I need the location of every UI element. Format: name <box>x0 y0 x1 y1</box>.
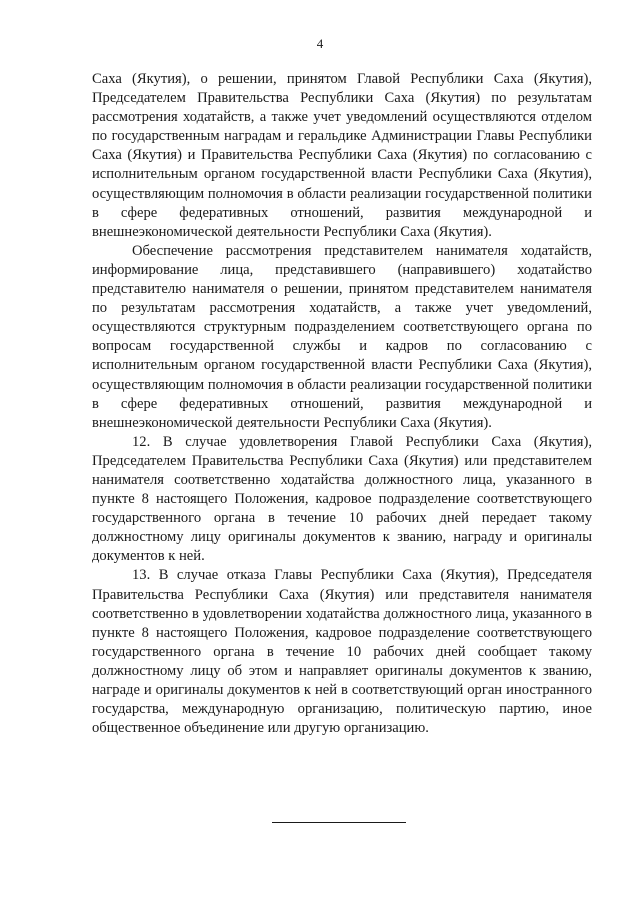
paragraph-clause-12: 12. В случае удовлетворения Главой Республики Саха (Якутия), Председателем Правительства Республики Саха (Якутия) или представителем нанимателя соответственно ходатайства должностного лица, указанного в пункте 8 настоящего Положения, кадровое подразделение соответствующего государственного органа в течение 10 рабочих дней передает такому должностному лицу оригиналы документов к званию, награду и оригиналы документов к ней. <box>92 433 592 565</box>
document-body <box>92 70 592 738</box>
end-separator-line <box>272 822 406 823</box>
paragraph-clause-13: 13. В случае отказа Главы Республики Саха (Якутия), Председателя Правительства Республики Саха (Якутия) или представителя нанимателя соответственно в удовлетворении ходатайства должностного лица, указанного в пункте 8 настоящего Положения, кадровое подразделение соответствующего государственного органа в течение 10 рабочих дней сообщает такому должностному лицу об этом и направляет оригиналы документов к званию, награде и оригиналы документов к ней в соответствующий орган иностранного государства, международную организацию, политическую партию, иное общественное объединение или другую организацию. <box>92 567 592 737</box>
page-number: 4 <box>316 36 324 51</box>
paragraph-continuation: Саха (Якутия), о решении, принятом Главой Республики Саха (Якутия), Председателем Правительства Республики Саха (Якутия) по результатам рассмотрения ходатайств, а также учет уведомлений осуществляются отделом по государственным наградам и геральдике Администрации Главы Республики Саха (Якутия) и Правительства Республики Саха (Якутия) по согласованию с исполнительным органом государственной власти Республики Саха (Якутия), осуществляющим полномочия в области реализации государственной политики в сфере федеративных отношений, развития международной и внешнеэкономической деятельности Республики Саха (Якутия). <box>92 71 592 240</box>
paragraph-provision: Обеспечение рассмотрения представителем нанимателя ходатайств, информирование лица, представившего (направившего) ходатайство представителю нанимателя о решении, принятом представителем нанимателя по результатам рассмотрения ходатайств, а также учет уведомлений, осуществляются структурным подразделением соответствующего органа по вопросам государственной службы и кадров по согласованию с исполнительным органом государственной власти Республики Саха (Якутия), осуществляющим полномочия в области реализации государственной политики в сфере федеративных отношений, развития международной и внешнеэкономической деятельности Республики Саха (Якутия). <box>92 242 592 431</box>
